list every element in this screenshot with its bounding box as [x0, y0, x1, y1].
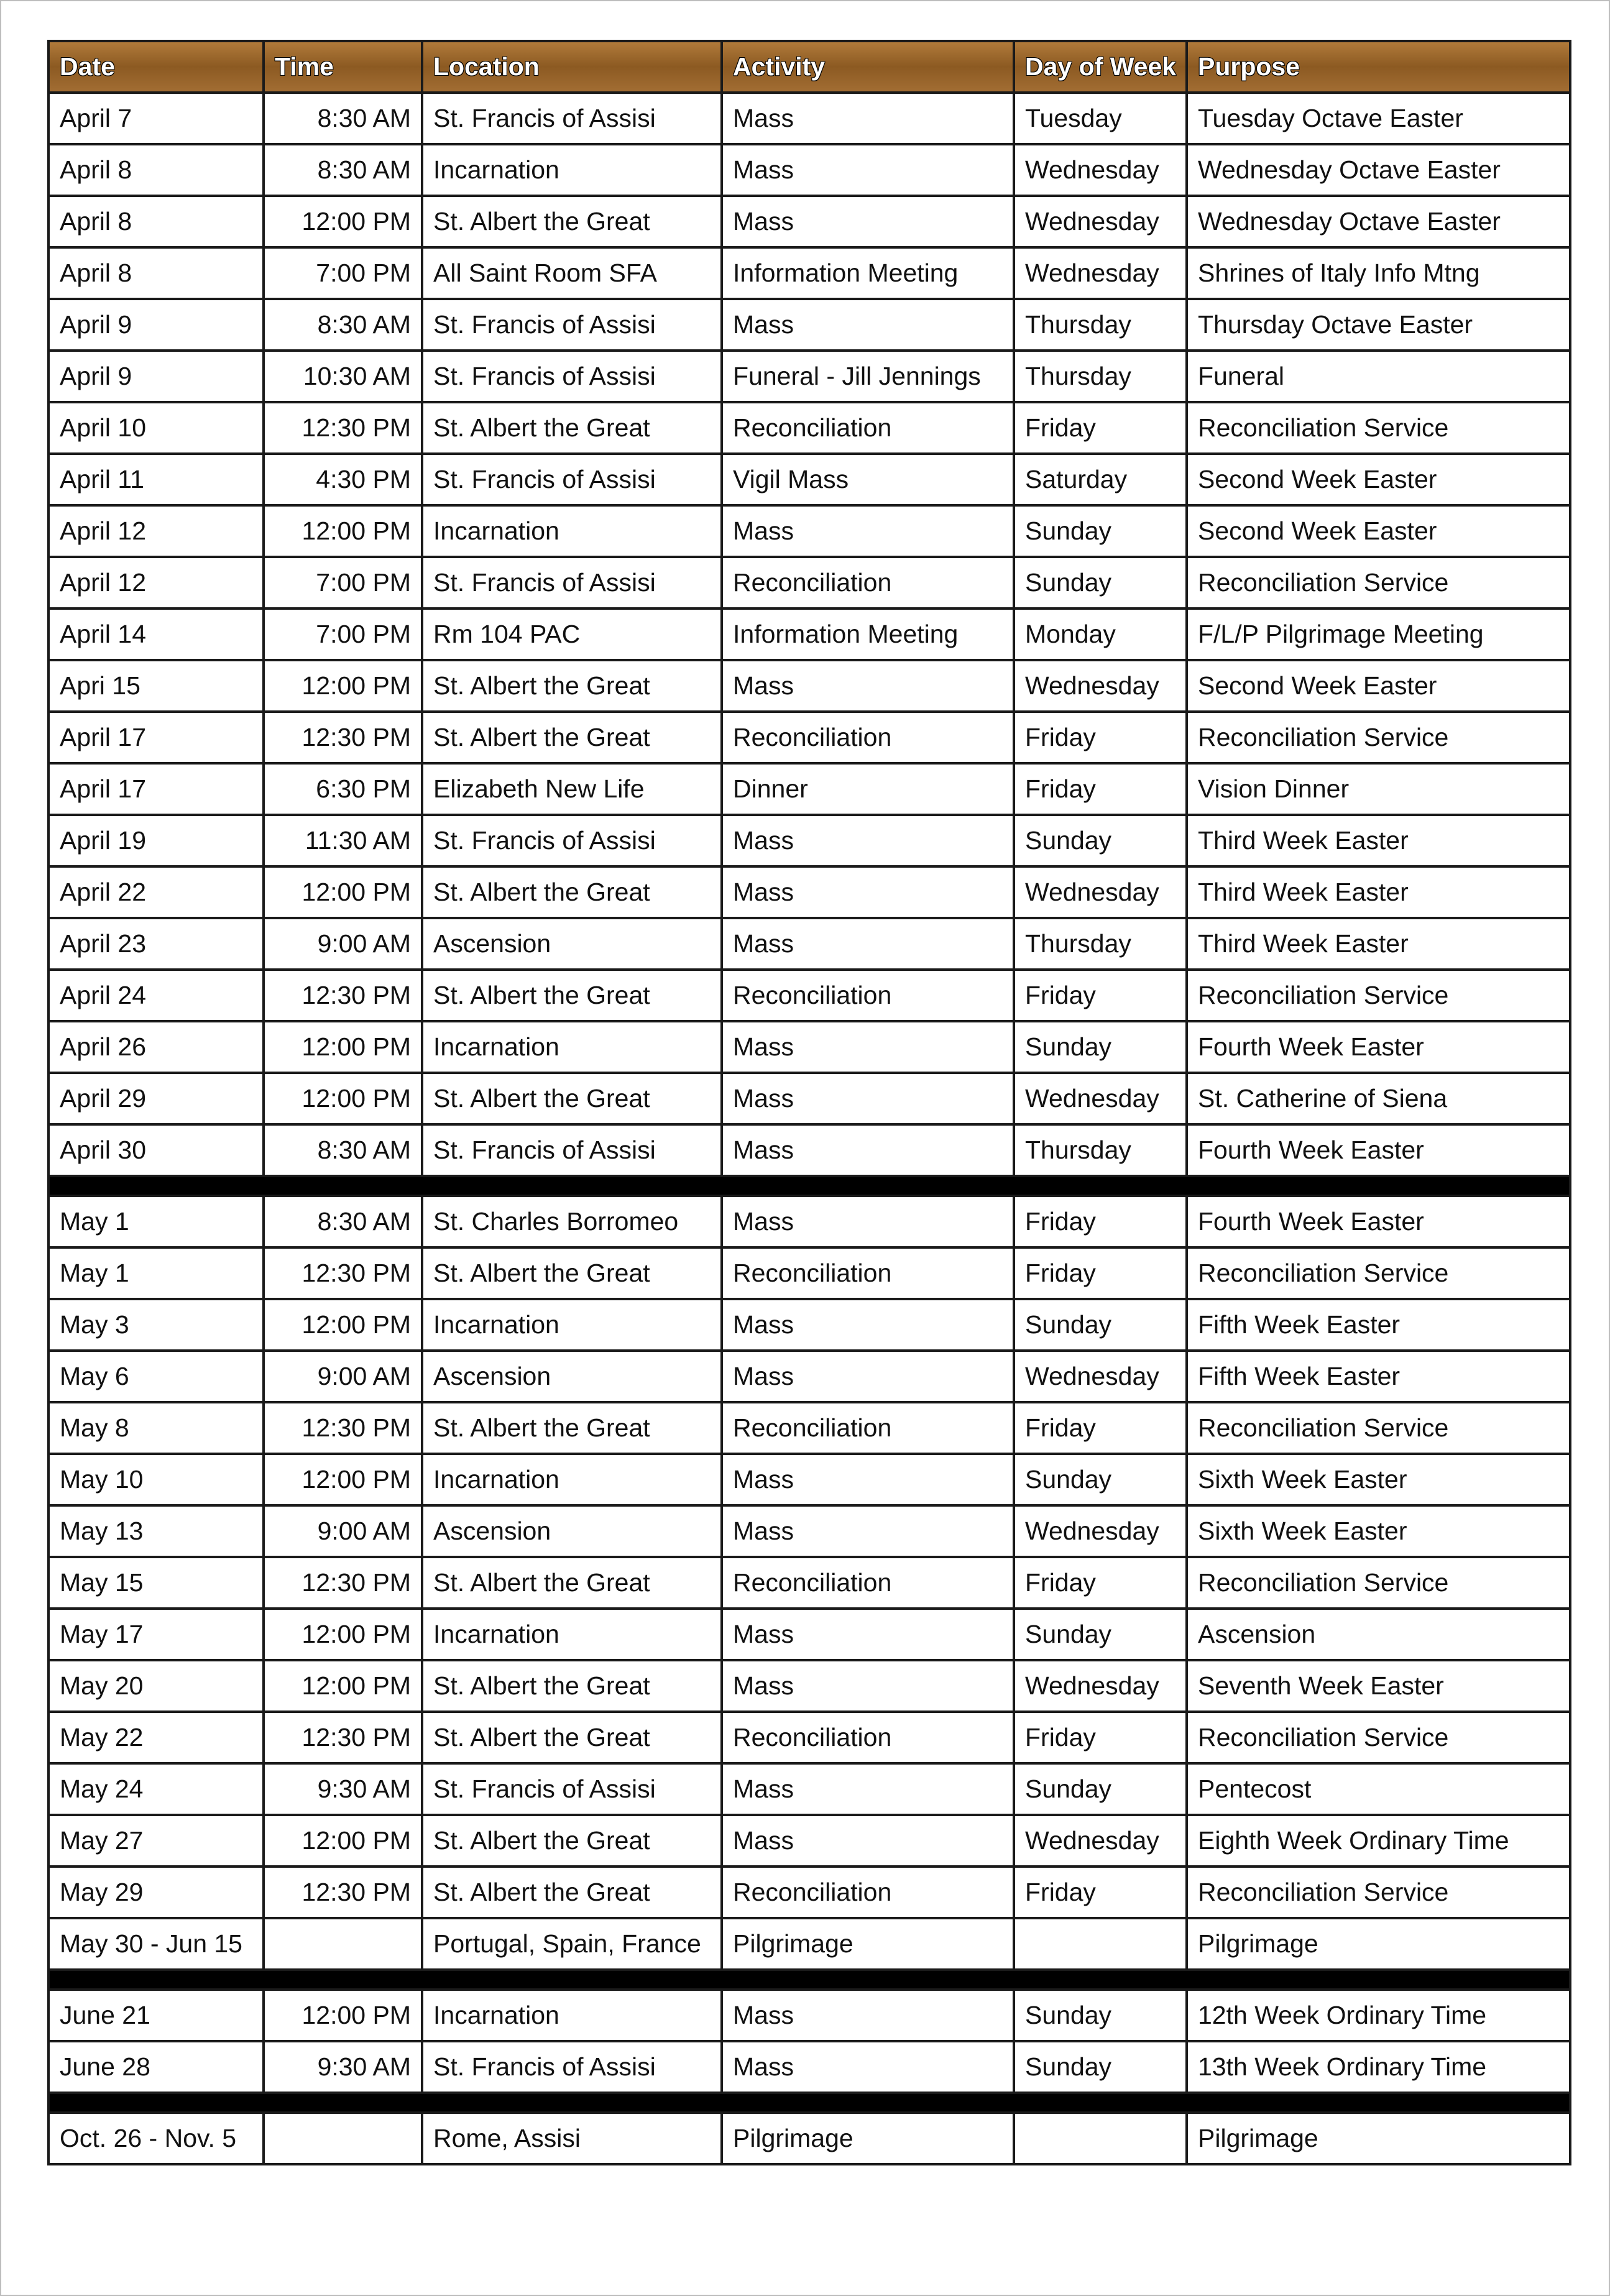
cell-date: May 29: [48, 1867, 264, 1918]
cell-date: May 3: [48, 1299, 264, 1351]
cell-purpose: Thursday Octave Easter: [1187, 299, 1570, 351]
table-row: [48, 1660, 1570, 1712]
cell-date: April 17: [48, 763, 264, 815]
cell-activity: Mass: [722, 1073, 1014, 1124]
cell-location: St. Albert the Great: [422, 660, 722, 712]
cell-date: April 8: [48, 247, 264, 299]
table-row: [48, 144, 1570, 196]
cell-activity: Reconciliation: [722, 402, 1014, 454]
cell-location: St. Albert the Great: [422, 712, 722, 763]
cell-location: St. Albert the Great: [422, 1247, 722, 1299]
cell-purpose: Shrines of Italy Info Mtng: [1187, 247, 1570, 299]
cell-day-of-week: Friday: [1014, 1402, 1187, 1454]
cell-activity: Mass: [722, 815, 1014, 866]
cell-location: Incarnation: [422, 505, 722, 557]
cell-date: May 17: [48, 1609, 264, 1660]
cell-date: April 24: [48, 970, 264, 1021]
cell-purpose: Reconciliation Service: [1187, 1247, 1570, 1299]
cell-activity: Pilgrimage: [722, 1918, 1014, 1970]
cell-time: 12:30 PM: [264, 1712, 422, 1763]
cell-location: St. Francis of Assisi: [422, 351, 722, 402]
cell-purpose: Wednesday Octave Easter: [1187, 196, 1570, 247]
cell-purpose: Wednesday Octave Easter: [1187, 144, 1570, 196]
table-row: [48, 815, 1570, 866]
header-activity: Activity: [722, 41, 1014, 93]
cell-time: 8:30 AM: [264, 93, 422, 144]
cell-location: St. Francis of Assisi: [422, 454, 722, 505]
cell-date: June 28: [48, 2041, 264, 2093]
cell-purpose: Second Week Easter: [1187, 505, 1570, 557]
cell-activity: Dinner: [722, 763, 1014, 815]
cell-activity: Reconciliation: [722, 1247, 1014, 1299]
cell-day-of-week: Friday: [1014, 1247, 1187, 1299]
cell-day-of-week: Thursday: [1014, 351, 1187, 402]
cell-location: Incarnation: [422, 1609, 722, 1660]
cell-location: St. Albert the Great: [422, 1402, 722, 1454]
cell-activity: Mass: [722, 1609, 1014, 1660]
table-row: [48, 402, 1570, 454]
cell-location: Incarnation: [422, 1021, 722, 1073]
header-row: [48, 41, 1570, 93]
cell-day-of-week: Monday: [1014, 608, 1187, 660]
cell-activity: Reconciliation: [722, 1557, 1014, 1609]
cell-activity: Reconciliation: [722, 1712, 1014, 1763]
cell-activity: Mass: [722, 660, 1014, 712]
cell-time: 7:00 PM: [264, 608, 422, 660]
cell-activity: Mass: [722, 144, 1014, 196]
cell-activity: Mass: [722, 1505, 1014, 1557]
table-row: [48, 351, 1570, 402]
cell-time: 8:30 AM: [264, 299, 422, 351]
table-row: [48, 1454, 1570, 1505]
cell-activity: Funeral - Jill Jennings: [722, 351, 1014, 402]
cell-time: 12:00 PM: [264, 505, 422, 557]
cell-date: April 8: [48, 144, 264, 196]
cell-time: 9:00 AM: [264, 1351, 422, 1402]
cell-activity: Reconciliation: [722, 970, 1014, 1021]
cell-day-of-week: Wednesday: [1014, 866, 1187, 918]
cell-time: 12:00 PM: [264, 1021, 422, 1073]
cell-purpose: Third Week Easter: [1187, 815, 1570, 866]
table-row: [48, 2113, 1570, 2164]
cell-activity: Reconciliation: [722, 1402, 1014, 1454]
cell-activity: Information Meeting: [722, 608, 1014, 660]
cell-date: Oct. 26 - Nov. 5: [48, 2113, 264, 2164]
cell-day-of-week: Wednesday: [1014, 1351, 1187, 1402]
table-row: [48, 1505, 1570, 1557]
cell-purpose: Vision Dinner: [1187, 763, 1570, 815]
section-separator: [48, 1176, 1570, 1196]
cell-day-of-week: Friday: [1014, 1196, 1187, 1247]
cell-day-of-week: Wednesday: [1014, 1815, 1187, 1867]
table-row: [48, 1763, 1570, 1815]
table-row: [48, 196, 1570, 247]
cell-location: St. Charles Borromeo: [422, 1196, 722, 1247]
cell-location: Ascension: [422, 1505, 722, 1557]
cell-purpose: Fourth Week Easter: [1187, 1196, 1570, 1247]
cell-day-of-week: [1014, 1918, 1187, 1970]
cell-activity: Mass: [722, 2041, 1014, 2093]
table-row: [48, 1867, 1570, 1918]
cell-date: May 1: [48, 1247, 264, 1299]
cell-date: May 8: [48, 1402, 264, 1454]
cell-location: St. Francis of Assisi: [422, 299, 722, 351]
cell-activity: Mass: [722, 1299, 1014, 1351]
cell-purpose: Funeral: [1187, 351, 1570, 402]
cell-time: 7:00 PM: [264, 247, 422, 299]
cell-location: St. Francis of Assisi: [422, 2041, 722, 2093]
cell-time: 12:00 PM: [264, 660, 422, 712]
cell-location: Incarnation: [422, 1299, 722, 1351]
cell-location: St. Albert the Great: [422, 1073, 722, 1124]
table-row: [48, 505, 1570, 557]
table-row: [48, 1557, 1570, 1609]
cell-location: Ascension: [422, 918, 722, 970]
cell-purpose: St. Catherine of Siena: [1187, 1073, 1570, 1124]
cell-date: April 9: [48, 299, 264, 351]
header-day-of-week: Day of Week: [1014, 41, 1187, 93]
cell-activity: Mass: [722, 918, 1014, 970]
cell-activity: Mass: [722, 1660, 1014, 1712]
cell-location: St. Albert the Great: [422, 1660, 722, 1712]
table-row: [48, 1351, 1570, 1402]
cell-day-of-week: Sunday: [1014, 815, 1187, 866]
cell-date: May 13: [48, 1505, 264, 1557]
cell-day-of-week: Saturday: [1014, 454, 1187, 505]
cell-purpose: Ascension: [1187, 1609, 1570, 1660]
separator-bar: [48, 1176, 1570, 1196]
table-row: [48, 1918, 1570, 1970]
cell-location: St. Francis of Assisi: [422, 557, 722, 608]
table-row: [48, 1712, 1570, 1763]
cell-date: May 6: [48, 1351, 264, 1402]
cell-day-of-week: Tuesday: [1014, 93, 1187, 144]
cell-date: May 27: [48, 1815, 264, 1867]
cell-activity: Mass: [722, 196, 1014, 247]
cell-purpose: Seventh Week Easter: [1187, 1660, 1570, 1712]
table-row: [48, 918, 1570, 970]
cell-day-of-week: Friday: [1014, 1867, 1187, 1918]
cell-purpose: Reconciliation Service: [1187, 1402, 1570, 1454]
cell-time: 12:30 PM: [264, 970, 422, 1021]
table-row: [48, 1402, 1570, 1454]
cell-activity: Mass: [722, 1990, 1014, 2041]
cell-day-of-week: Wednesday: [1014, 144, 1187, 196]
cell-location: Incarnation: [422, 144, 722, 196]
cell-activity: Reconciliation: [722, 1867, 1014, 1918]
cell-day-of-week: Friday: [1014, 712, 1187, 763]
cell-location: St. Francis of Assisi: [422, 1763, 722, 1815]
cell-location: Rm 104 PAC: [422, 608, 722, 660]
section-separator: [48, 1970, 1570, 1990]
cell-date: April 17: [48, 712, 264, 763]
cell-activity: Reconciliation: [722, 557, 1014, 608]
cell-location: St. Albert the Great: [422, 402, 722, 454]
table-row: [48, 2041, 1570, 2093]
cell-time: [264, 2113, 422, 2164]
header-time: Time: [264, 41, 422, 93]
cell-time: 12:30 PM: [264, 1557, 422, 1609]
cell-activity: Mass: [722, 866, 1014, 918]
cell-activity: Mass: [722, 1196, 1014, 1247]
table-row: [48, 1299, 1570, 1351]
cell-date: April 7: [48, 93, 264, 144]
table-row: [48, 1247, 1570, 1299]
cell-time: 8:30 AM: [264, 1196, 422, 1247]
cell-purpose: Third Week Easter: [1187, 918, 1570, 970]
cell-time: 11:30 AM: [264, 815, 422, 866]
header-location: Location: [422, 41, 722, 93]
cell-purpose: Reconciliation Service: [1187, 712, 1570, 763]
cell-purpose: Fifth Week Easter: [1187, 1299, 1570, 1351]
cell-date: April 22: [48, 866, 264, 918]
separator-bar: [48, 1970, 1570, 1990]
cell-date: April 30: [48, 1124, 264, 1176]
cell-date: April 26: [48, 1021, 264, 1073]
table-row: [48, 660, 1570, 712]
cell-date: April 9: [48, 351, 264, 402]
cell-purpose: Eighth Week Ordinary Time: [1187, 1815, 1570, 1867]
cell-time: 6:30 PM: [264, 763, 422, 815]
cell-activity: Mass: [722, 1351, 1014, 1402]
cell-day-of-week: Wednesday: [1014, 660, 1187, 712]
cell-date: May 10: [48, 1454, 264, 1505]
cell-activity: Mass: [722, 93, 1014, 144]
cell-purpose: Third Week Easter: [1187, 866, 1570, 918]
cell-date: April 12: [48, 557, 264, 608]
cell-time: 12:30 PM: [264, 712, 422, 763]
cell-time: 12:00 PM: [264, 1660, 422, 1712]
table-row: [48, 247, 1570, 299]
table-row: [48, 866, 1570, 918]
cell-day-of-week: Friday: [1014, 763, 1187, 815]
cell-time: 9:30 AM: [264, 2041, 422, 2093]
cell-time: 9:00 AM: [264, 918, 422, 970]
table-row: [48, 557, 1570, 608]
cell-day-of-week: Friday: [1014, 1712, 1187, 1763]
cell-date: April 8: [48, 196, 264, 247]
cell-time: 9:30 AM: [264, 1763, 422, 1815]
cell-day-of-week: Sunday: [1014, 1299, 1187, 1351]
table-row: [48, 1609, 1570, 1660]
cell-date: May 22: [48, 1712, 264, 1763]
cell-time: 12:00 PM: [264, 1454, 422, 1505]
cell-purpose: Reconciliation Service: [1187, 1867, 1570, 1918]
cell-day-of-week: Sunday: [1014, 1609, 1187, 1660]
cell-day-of-week: Wednesday: [1014, 1660, 1187, 1712]
cell-purpose: Pilgrimage: [1187, 1918, 1570, 1970]
cell-time: 12:00 PM: [264, 196, 422, 247]
cell-day-of-week: Friday: [1014, 970, 1187, 1021]
cell-location: St. Francis of Assisi: [422, 93, 722, 144]
cell-day-of-week: Sunday: [1014, 1021, 1187, 1073]
cell-purpose: Fourth Week Easter: [1187, 1021, 1570, 1073]
cell-location: St. Albert the Great: [422, 1867, 722, 1918]
cell-time: 12:00 PM: [264, 1299, 422, 1351]
cell-purpose: F/L/P Pilgrimage Meeting: [1187, 608, 1570, 660]
cell-date: April 19: [48, 815, 264, 866]
cell-purpose: Pilgrimage: [1187, 2113, 1570, 2164]
cell-day-of-week: Wednesday: [1014, 247, 1187, 299]
cell-purpose: Second Week Easter: [1187, 660, 1570, 712]
cell-day-of-week: Sunday: [1014, 1990, 1187, 2041]
cell-time: 8:30 AM: [264, 1124, 422, 1176]
cell-activity: Mass: [722, 505, 1014, 557]
header-date: Date: [48, 41, 264, 93]
cell-activity: Information Meeting: [722, 247, 1014, 299]
cell-date: May 30 - Jun 15: [48, 1918, 264, 1970]
table-row: [48, 454, 1570, 505]
cell-date: April 11: [48, 454, 264, 505]
cell-activity: Pilgrimage: [722, 2113, 1014, 2164]
cell-time: 12:00 PM: [264, 1990, 422, 2041]
cell-activity: Mass: [722, 1763, 1014, 1815]
cell-purpose: Sixth Week Easter: [1187, 1454, 1570, 1505]
cell-purpose: Reconciliation Service: [1187, 970, 1570, 1021]
cell-location: St. Albert the Great: [422, 196, 722, 247]
cell-location: St. Francis of Assisi: [422, 815, 722, 866]
table-row: [48, 1990, 1570, 2041]
cell-day-of-week: Thursday: [1014, 918, 1187, 970]
cell-day-of-week: Friday: [1014, 1557, 1187, 1609]
cell-location: Rome, Assisi: [422, 2113, 722, 2164]
table-row: [48, 1124, 1570, 1176]
cell-date: April 12: [48, 505, 264, 557]
cell-location: St. Albert the Great: [422, 1815, 722, 1867]
cell-location: All Saint Room SFA: [422, 247, 722, 299]
cell-day-of-week: Sunday: [1014, 1763, 1187, 1815]
table-row: [48, 712, 1570, 763]
cell-purpose: 12th Week Ordinary Time: [1187, 1990, 1570, 2041]
cell-location: St. Francis of Assisi: [422, 1124, 722, 1176]
cell-day-of-week: Sunday: [1014, 505, 1187, 557]
cell-day-of-week: Wednesday: [1014, 1505, 1187, 1557]
cell-time: 12:00 PM: [264, 1609, 422, 1660]
cell-purpose: Second Week Easter: [1187, 454, 1570, 505]
cell-date: May 24: [48, 1763, 264, 1815]
cell-time: 12:00 PM: [264, 1815, 422, 1867]
table-row: [48, 1021, 1570, 1073]
cell-day-of-week: Thursday: [1014, 1124, 1187, 1176]
cell-purpose: Sixth Week Easter: [1187, 1505, 1570, 1557]
cell-purpose: Fifth Week Easter: [1187, 1351, 1570, 1402]
header-purpose: Purpose: [1187, 41, 1570, 93]
table-row: [48, 608, 1570, 660]
cell-purpose: Tuesday Octave Easter: [1187, 93, 1570, 144]
cell-date: May 20: [48, 1660, 264, 1712]
cell-activity: Reconciliation: [722, 712, 1014, 763]
cell-time: 8:30 AM: [264, 144, 422, 196]
section-separator: [48, 2093, 1570, 2113]
cell-time: 12:30 PM: [264, 1247, 422, 1299]
cell-time: 4:30 PM: [264, 454, 422, 505]
table-row: [48, 1815, 1570, 1867]
cell-activity: Vigil Mass: [722, 454, 1014, 505]
cell-location: Ascension: [422, 1351, 722, 1402]
cell-activity: Mass: [722, 1124, 1014, 1176]
cell-location: St. Albert the Great: [422, 1557, 722, 1609]
cell-location: St. Albert the Great: [422, 1712, 722, 1763]
cell-day-of-week: Sunday: [1014, 557, 1187, 608]
cell-day-of-week: Wednesday: [1014, 1073, 1187, 1124]
cell-purpose: 13th Week Ordinary Time: [1187, 2041, 1570, 2093]
cell-purpose: Reconciliation Service: [1187, 1557, 1570, 1609]
cell-day-of-week: Wednesday: [1014, 196, 1187, 247]
table-row: [48, 763, 1570, 815]
cell-time: 12:30 PM: [264, 1402, 422, 1454]
cell-location: St. Albert the Great: [422, 866, 722, 918]
schedule-table: [47, 40, 1571, 2165]
cell-time: 9:00 AM: [264, 1505, 422, 1557]
cell-date: April 29: [48, 1073, 264, 1124]
cell-date: April 14: [48, 608, 264, 660]
cell-activity: Mass: [722, 1815, 1014, 1867]
table-row: [48, 1073, 1570, 1124]
cell-location: Incarnation: [422, 1990, 722, 2041]
cell-date: Apri 15: [48, 660, 264, 712]
cell-date: April 23: [48, 918, 264, 970]
table-row: [48, 93, 1570, 144]
table-row: [48, 299, 1570, 351]
cell-day-of-week: Thursday: [1014, 299, 1187, 351]
cell-time: 7:00 PM: [264, 557, 422, 608]
cell-time: 12:30 PM: [264, 1867, 422, 1918]
cell-day-of-week: Friday: [1014, 402, 1187, 454]
cell-time: 12:00 PM: [264, 866, 422, 918]
cell-purpose: Reconciliation Service: [1187, 1712, 1570, 1763]
schedule-body: [48, 93, 1570, 2164]
cell-purpose: Fourth Week Easter: [1187, 1124, 1570, 1176]
cell-location: Elizabeth New Life: [422, 763, 722, 815]
cell-location: Incarnation: [422, 1454, 722, 1505]
table-row: [48, 970, 1570, 1021]
cell-location: Portugal, Spain, France: [422, 1918, 722, 1970]
cell-time: 10:30 AM: [264, 351, 422, 402]
cell-date: May 15: [48, 1557, 264, 1609]
cell-time: 12:30 PM: [264, 402, 422, 454]
cell-activity: Mass: [722, 1454, 1014, 1505]
cell-date: June 21: [48, 1990, 264, 2041]
cell-date: May 1: [48, 1196, 264, 1247]
cell-activity: Mass: [722, 1021, 1014, 1073]
separator-bar: [48, 2093, 1570, 2113]
cell-time: 12:00 PM: [264, 1073, 422, 1124]
cell-date: April 10: [48, 402, 264, 454]
table-row: [48, 1196, 1570, 1247]
cell-purpose: Pentecost: [1187, 1763, 1570, 1815]
cell-day-of-week: Sunday: [1014, 2041, 1187, 2093]
cell-day-of-week: Sunday: [1014, 1454, 1187, 1505]
cell-location: St. Albert the Great: [422, 970, 722, 1021]
cell-activity: Mass: [722, 299, 1014, 351]
cell-purpose: Reconciliation Service: [1187, 402, 1570, 454]
cell-day-of-week: [1014, 2113, 1187, 2164]
cell-time: [264, 1918, 422, 1970]
cell-purpose: Reconciliation Service: [1187, 557, 1570, 608]
